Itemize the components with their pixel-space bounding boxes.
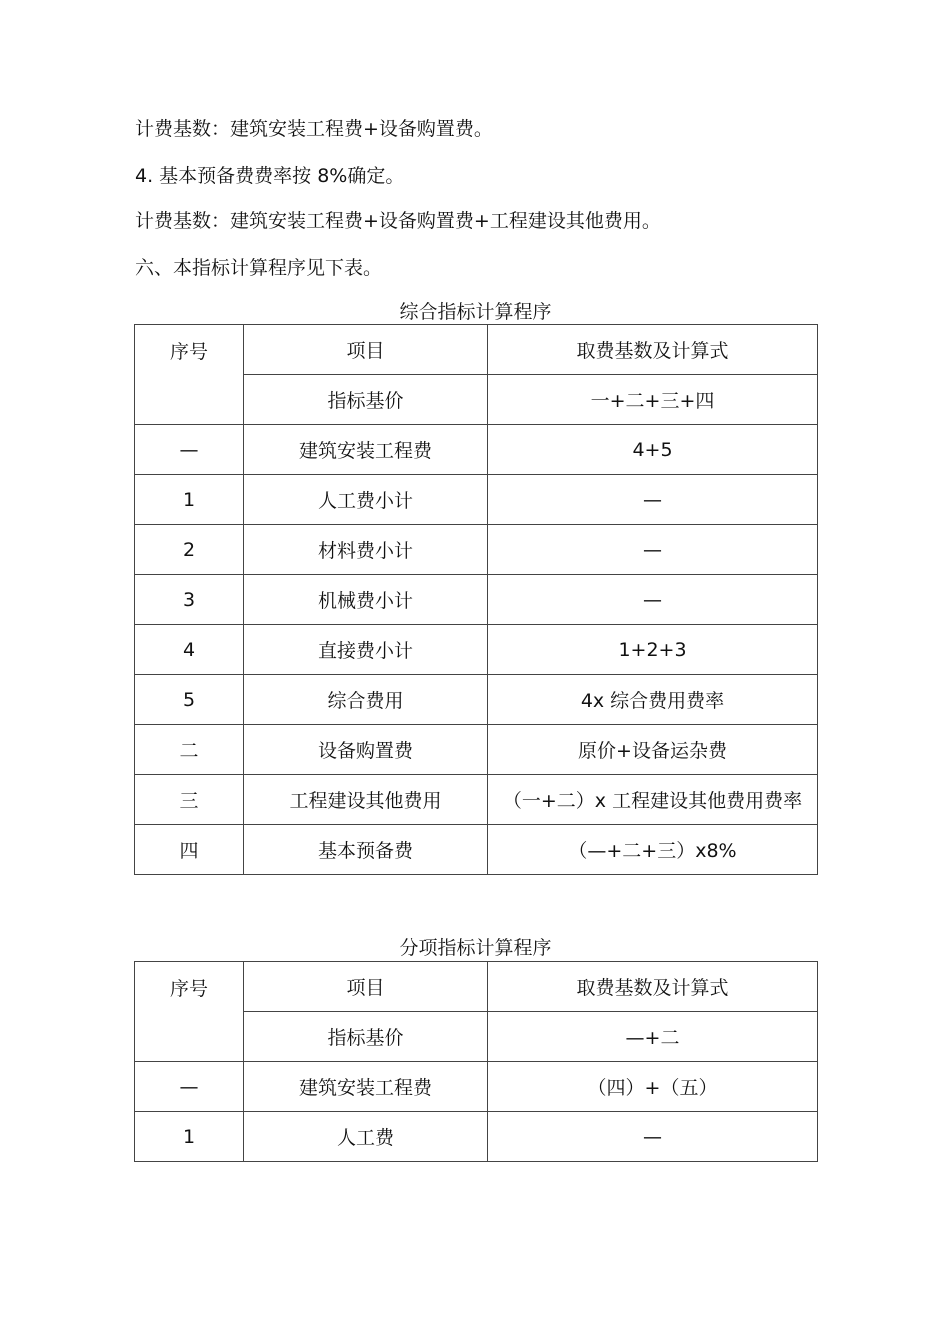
row-item: 工程建设其他费用 xyxy=(244,775,488,825)
header-formula: 取费基数及计算式 xyxy=(488,962,818,1012)
row-seq: 四 xyxy=(135,825,244,875)
table-row xyxy=(135,725,818,775)
header-formula: 取费基数及计算式 xyxy=(488,325,818,375)
row-seq: 4 xyxy=(135,625,244,675)
base-price-item: 指标基价 xyxy=(244,1012,488,1062)
table1 xyxy=(134,324,818,875)
row-seq: 二 xyxy=(135,725,244,775)
table-row xyxy=(135,1062,818,1112)
base-price-formula: 一+二+三+四 xyxy=(488,375,818,425)
paragraph-2: 4. 基本预备费费率按 8%确定。 xyxy=(135,165,405,187)
row-item: 人工费 xyxy=(244,1112,488,1162)
header-item: 项目 xyxy=(244,962,488,1012)
row-formula: 4x 综合费用费率 xyxy=(488,675,818,725)
paragraph-4: 六、本指标计算程序见下表。 xyxy=(135,257,383,279)
row-seq: 1 xyxy=(135,1112,244,1162)
table2 xyxy=(134,961,818,1162)
table-header-row xyxy=(135,962,818,1012)
row-seq: 3 xyxy=(135,575,244,625)
paragraph-1: 计费基数：建筑安装工程费+设备购置费。 xyxy=(135,118,493,140)
row-formula: — xyxy=(488,475,818,525)
row-seq: 三 xyxy=(135,775,244,825)
row-item: 建筑安装工程费 xyxy=(244,425,488,475)
row-item: 材料费小计 xyxy=(244,525,488,575)
base-price-formula: —+二 xyxy=(488,1012,818,1062)
table-row xyxy=(135,475,818,525)
paragraph-3: 计费基数：建筑安装工程费+设备购置费+工程建设其他费用。 xyxy=(135,210,661,232)
row-formula: — xyxy=(488,1112,818,1162)
table-header-row xyxy=(135,325,818,375)
row-formula: （四）+（五） xyxy=(488,1062,818,1112)
row-item: 建筑安装工程费 xyxy=(244,1062,488,1112)
row-item: 基本预备费 xyxy=(244,825,488,875)
row-formula: 4+5 xyxy=(488,425,818,475)
table-row xyxy=(135,1112,818,1162)
row-seq: — xyxy=(135,425,244,475)
row-item: 直接费小计 xyxy=(244,625,488,675)
table-row xyxy=(135,675,818,725)
table2-caption: 分项指标计算程序 xyxy=(399,937,552,959)
row-item: 综合费用 xyxy=(244,675,488,725)
header-seq: 序号 xyxy=(135,962,244,1062)
row-formula: 原价+设备运杂费 xyxy=(488,725,818,775)
row-formula: 1+2+3 xyxy=(488,625,818,675)
header-item: 项目 xyxy=(244,325,488,375)
table-row xyxy=(135,575,818,625)
row-seq: 2 xyxy=(135,525,244,575)
row-formula: （—+二+三）x8% xyxy=(488,825,818,875)
table1-caption: 综合指标计算程序 xyxy=(399,301,552,323)
header-seq: 序号 xyxy=(135,325,244,425)
table-row xyxy=(135,775,818,825)
row-seq: 5 xyxy=(135,675,244,725)
row-seq: 1 xyxy=(135,475,244,525)
table-row xyxy=(135,625,818,675)
row-item: 机械费小计 xyxy=(244,575,488,625)
base-price-item: 指标基价 xyxy=(244,375,488,425)
row-formula: — xyxy=(488,575,818,625)
row-seq: — xyxy=(135,1062,244,1112)
row-item: 人工费小计 xyxy=(244,475,488,525)
row-formula: — xyxy=(488,525,818,575)
row-item: 设备购置费 xyxy=(244,725,488,775)
table-row xyxy=(135,425,818,475)
row-formula: （一+二）x 工程建设其他费用费率 xyxy=(488,775,818,825)
table-row xyxy=(135,525,818,575)
table-row xyxy=(135,825,818,875)
